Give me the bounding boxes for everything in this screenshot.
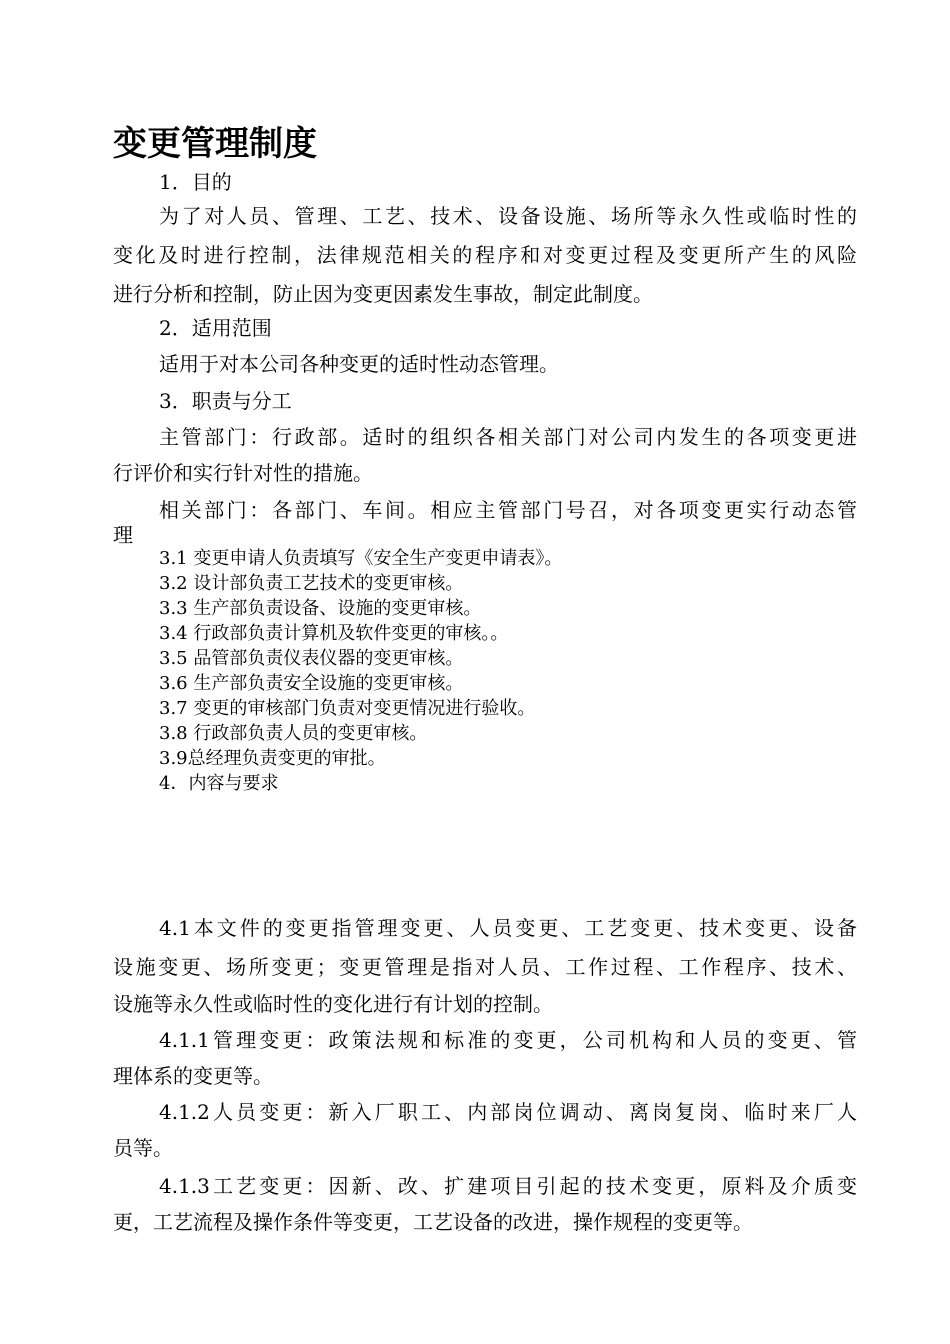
duty-item: 3.2 设计部负责工艺技术的变更审核。 [159,573,464,594]
duty-item: 3.7 变更的审核部门负责对变更情况进行验收。 [159,698,536,719]
section-2-body: 适用于对本公司各种变更的适时性动态管理。 [159,352,559,376]
section-4-1-1-line-1: 4.1.1管理变更：政策法规和标准的变更，公司机构和人员的变更、管 [159,1028,857,1052]
duty-item: 3.9总经理负责变更的审批。 [159,748,386,769]
duty-item: 3.3 生产部负责设备、设施的变更审核。 [159,598,482,619]
section-3-main-line-2: 行评价和实行针对性的措施。 [113,461,373,485]
section-2-heading: 2．适用范围 [159,316,272,340]
duty-item: 3.6 生产部负责安全设施的变更审核。 [159,673,464,694]
section-1-heading: 1．目的 [159,170,232,194]
section-4-1-2-line-2: 员等。 [113,1136,173,1160]
section-4-1-line-1: 4.1本文件的变更指管理变更、人员变更、工艺变更、技术变更、设备 [159,916,857,940]
section-3-related-line-1: 相关部门：各部门、车间。相应主管部门号召，对各项变更实行动态管 [159,498,857,522]
section-4-heading: 4．内容与要求 [159,773,279,794]
section-1-line-3: 进行分析和控制，防止因为变更因素发生事故，制定此制度。 [113,282,653,306]
section-3-related-line-2: 理 [113,523,133,547]
section-4-1-3-line-1: 4.1.3工艺变更：因新、改、扩建项目引起的技术变更，原料及介质变 [159,1174,857,1198]
section-3-heading: 3．职责与分工 [159,389,292,413]
document-title: 变更管理制度 [113,124,317,164]
duty-item: 3.5 品管部负责仪表仪器的变更审核。 [159,648,464,669]
section-4-1-line-3: 设施等永久性或临时性的变化进行有计划的控制。 [113,992,553,1016]
duty-item: 3.8 行政部负责人员的变更审核。 [159,723,428,744]
section-4-1-1-line-2: 理体系的变更等。 [113,1064,273,1088]
duty-item: 3.1 变更申请人负责填写《安全生产变更申请表》。 [159,548,563,569]
section-4-1-line-2: 设施变更、场所变更；变更管理是指对人员、工作过程、工作程序、技术、 [113,955,857,979]
section-3-main-line-1: 主管部门：行政部。适时的组织各相关部门对公司内发生的各项变更进 [159,425,857,449]
duty-item: 3.4 行政部负责计算机及软件变更的审核。。 [159,623,509,644]
section-4-1-3-line-2: 更，工艺流程及操作条件等变更，工艺设备的改进，操作规程的变更等。 [113,1210,753,1234]
section-1-line-1: 为了对人员、管理、工艺、技术、设备设施、场所等永久性或临时性的 [159,204,857,228]
section-1-line-2: 变化及时进行控制，法律规范相关的程序和对变更过程及变更所产生的风险 [113,243,857,267]
section-4-1-2-line-1: 4.1.2人员变更：新入厂职工、内部岗位调动、离岗复岗、临时来厂人 [159,1100,857,1124]
